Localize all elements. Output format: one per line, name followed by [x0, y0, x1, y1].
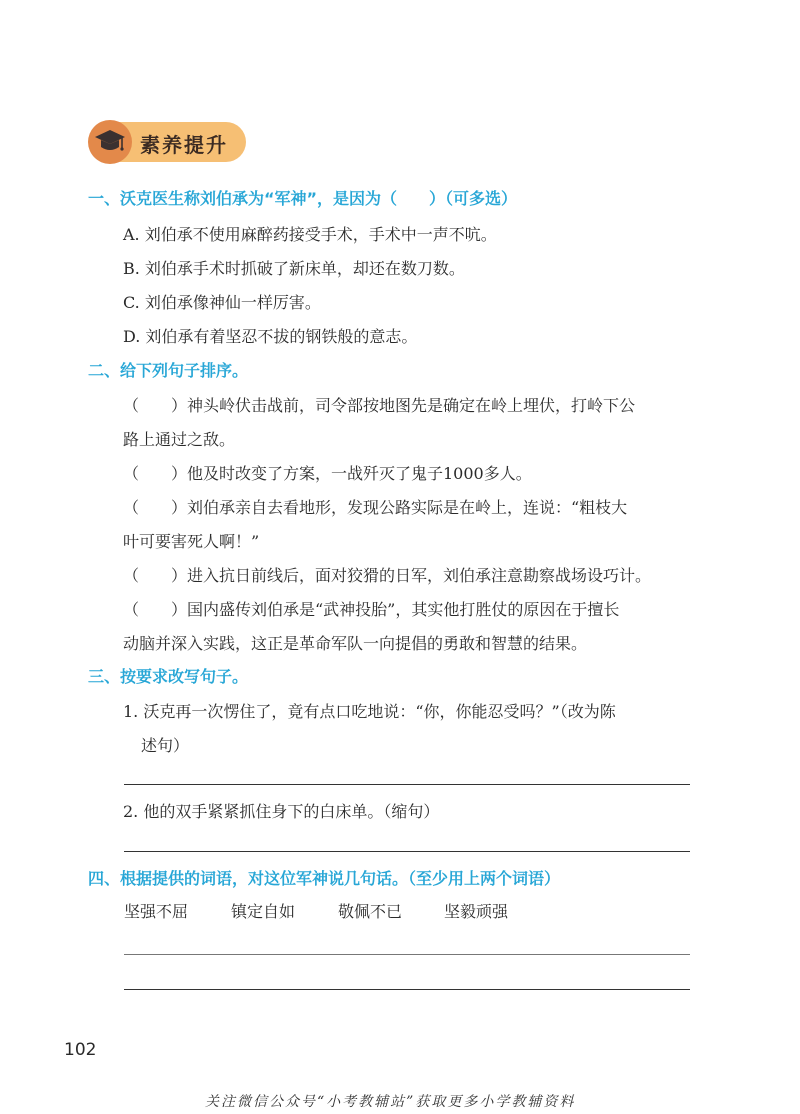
q3-item-1: 1. 沃克再一次愣住了，竟有点口吃地说：“你，你能忍受吗？”（改为陈: [123, 702, 616, 721]
q2-item-1-cont: 路上通过之敌。: [123, 430, 236, 449]
page-number: 102: [64, 1040, 97, 1060]
q1-option-c: C. 刘伯承像神仙一样厉害。: [123, 293, 321, 312]
q1-option-d: D. 刘伯承有着坚忍不拔的钢铁般的意志。: [123, 327, 418, 346]
section-title: 素养提升: [140, 133, 228, 157]
q2-item-4: （ ）进入抗日前线后，面对狡猾的日军，刘伯承注意勘察战场设巧计。: [123, 566, 652, 585]
q2-item-2: （ ）他及时改变了方案，一战歼灭了鬼子1000多人。: [123, 464, 532, 483]
question-2-heading: 二、给下列句子排序。: [88, 361, 249, 380]
section-badge: [88, 122, 246, 162]
q3-item-2: 2. 他的双手紧紧抓住身下的白床单。（缩句）: [123, 802, 440, 821]
q1-option-a: A. 刘伯承不使用麻醉药接受手术，手术中一声不吭。: [123, 225, 497, 244]
q2-item-5-cont: 动脑并深入实践，这正是革命军队一向提倡的勇敢和智慧的结果。: [123, 634, 588, 653]
q3-answer-line-1[interactable]: [124, 784, 690, 785]
word-4: 坚毅顽强: [444, 902, 509, 921]
q3-answer-line-2[interactable]: [124, 851, 690, 852]
question-1-heading: 一、沃克医生称刘伯承为“军神”，是因为（ ）（可多选）: [88, 189, 518, 208]
question-3-heading: 三、按要求改写句子。: [88, 667, 249, 686]
q3-item-1-cont: 述句）: [141, 736, 190, 755]
q2-item-3-cont: 叶可要害死人啊！”: [123, 532, 260, 551]
graduation-cap-icon: [94, 127, 126, 157]
word-2: 镇定自如: [231, 902, 296, 921]
question-4-heading: 四、根据提供的词语，对这位军神说几句话。（至少用上两个词语）: [88, 869, 561, 888]
q4-answer-line-2[interactable]: [124, 989, 690, 990]
q2-item-5: （ ）国内盛传刘伯承是“武神投胎”，其实他打胜仗的原因在于擅长: [123, 600, 620, 619]
word-3: 敬佩不已: [338, 902, 403, 921]
word-1: 坚强不屈: [124, 902, 189, 921]
badge-circle: [88, 120, 132, 164]
footer-note: 关注微信公众号“小考教辅站”获取更多小学教辅资料: [205, 1094, 576, 1110]
q2-item-1: （ ）神头岭伏击战前，司令部按地图先是确定在岭上埋伏，打岭下公: [123, 396, 636, 415]
q4-answer-line-1[interactable]: [124, 954, 690, 955]
q1-option-b: B. 刘伯承手术时抓破了新床单，却还在数刀数。: [123, 259, 465, 278]
q2-item-3: （ ）刘伯承亲自去看地形，发现公路实际是在岭上，连说：“粗枝大: [123, 498, 628, 517]
